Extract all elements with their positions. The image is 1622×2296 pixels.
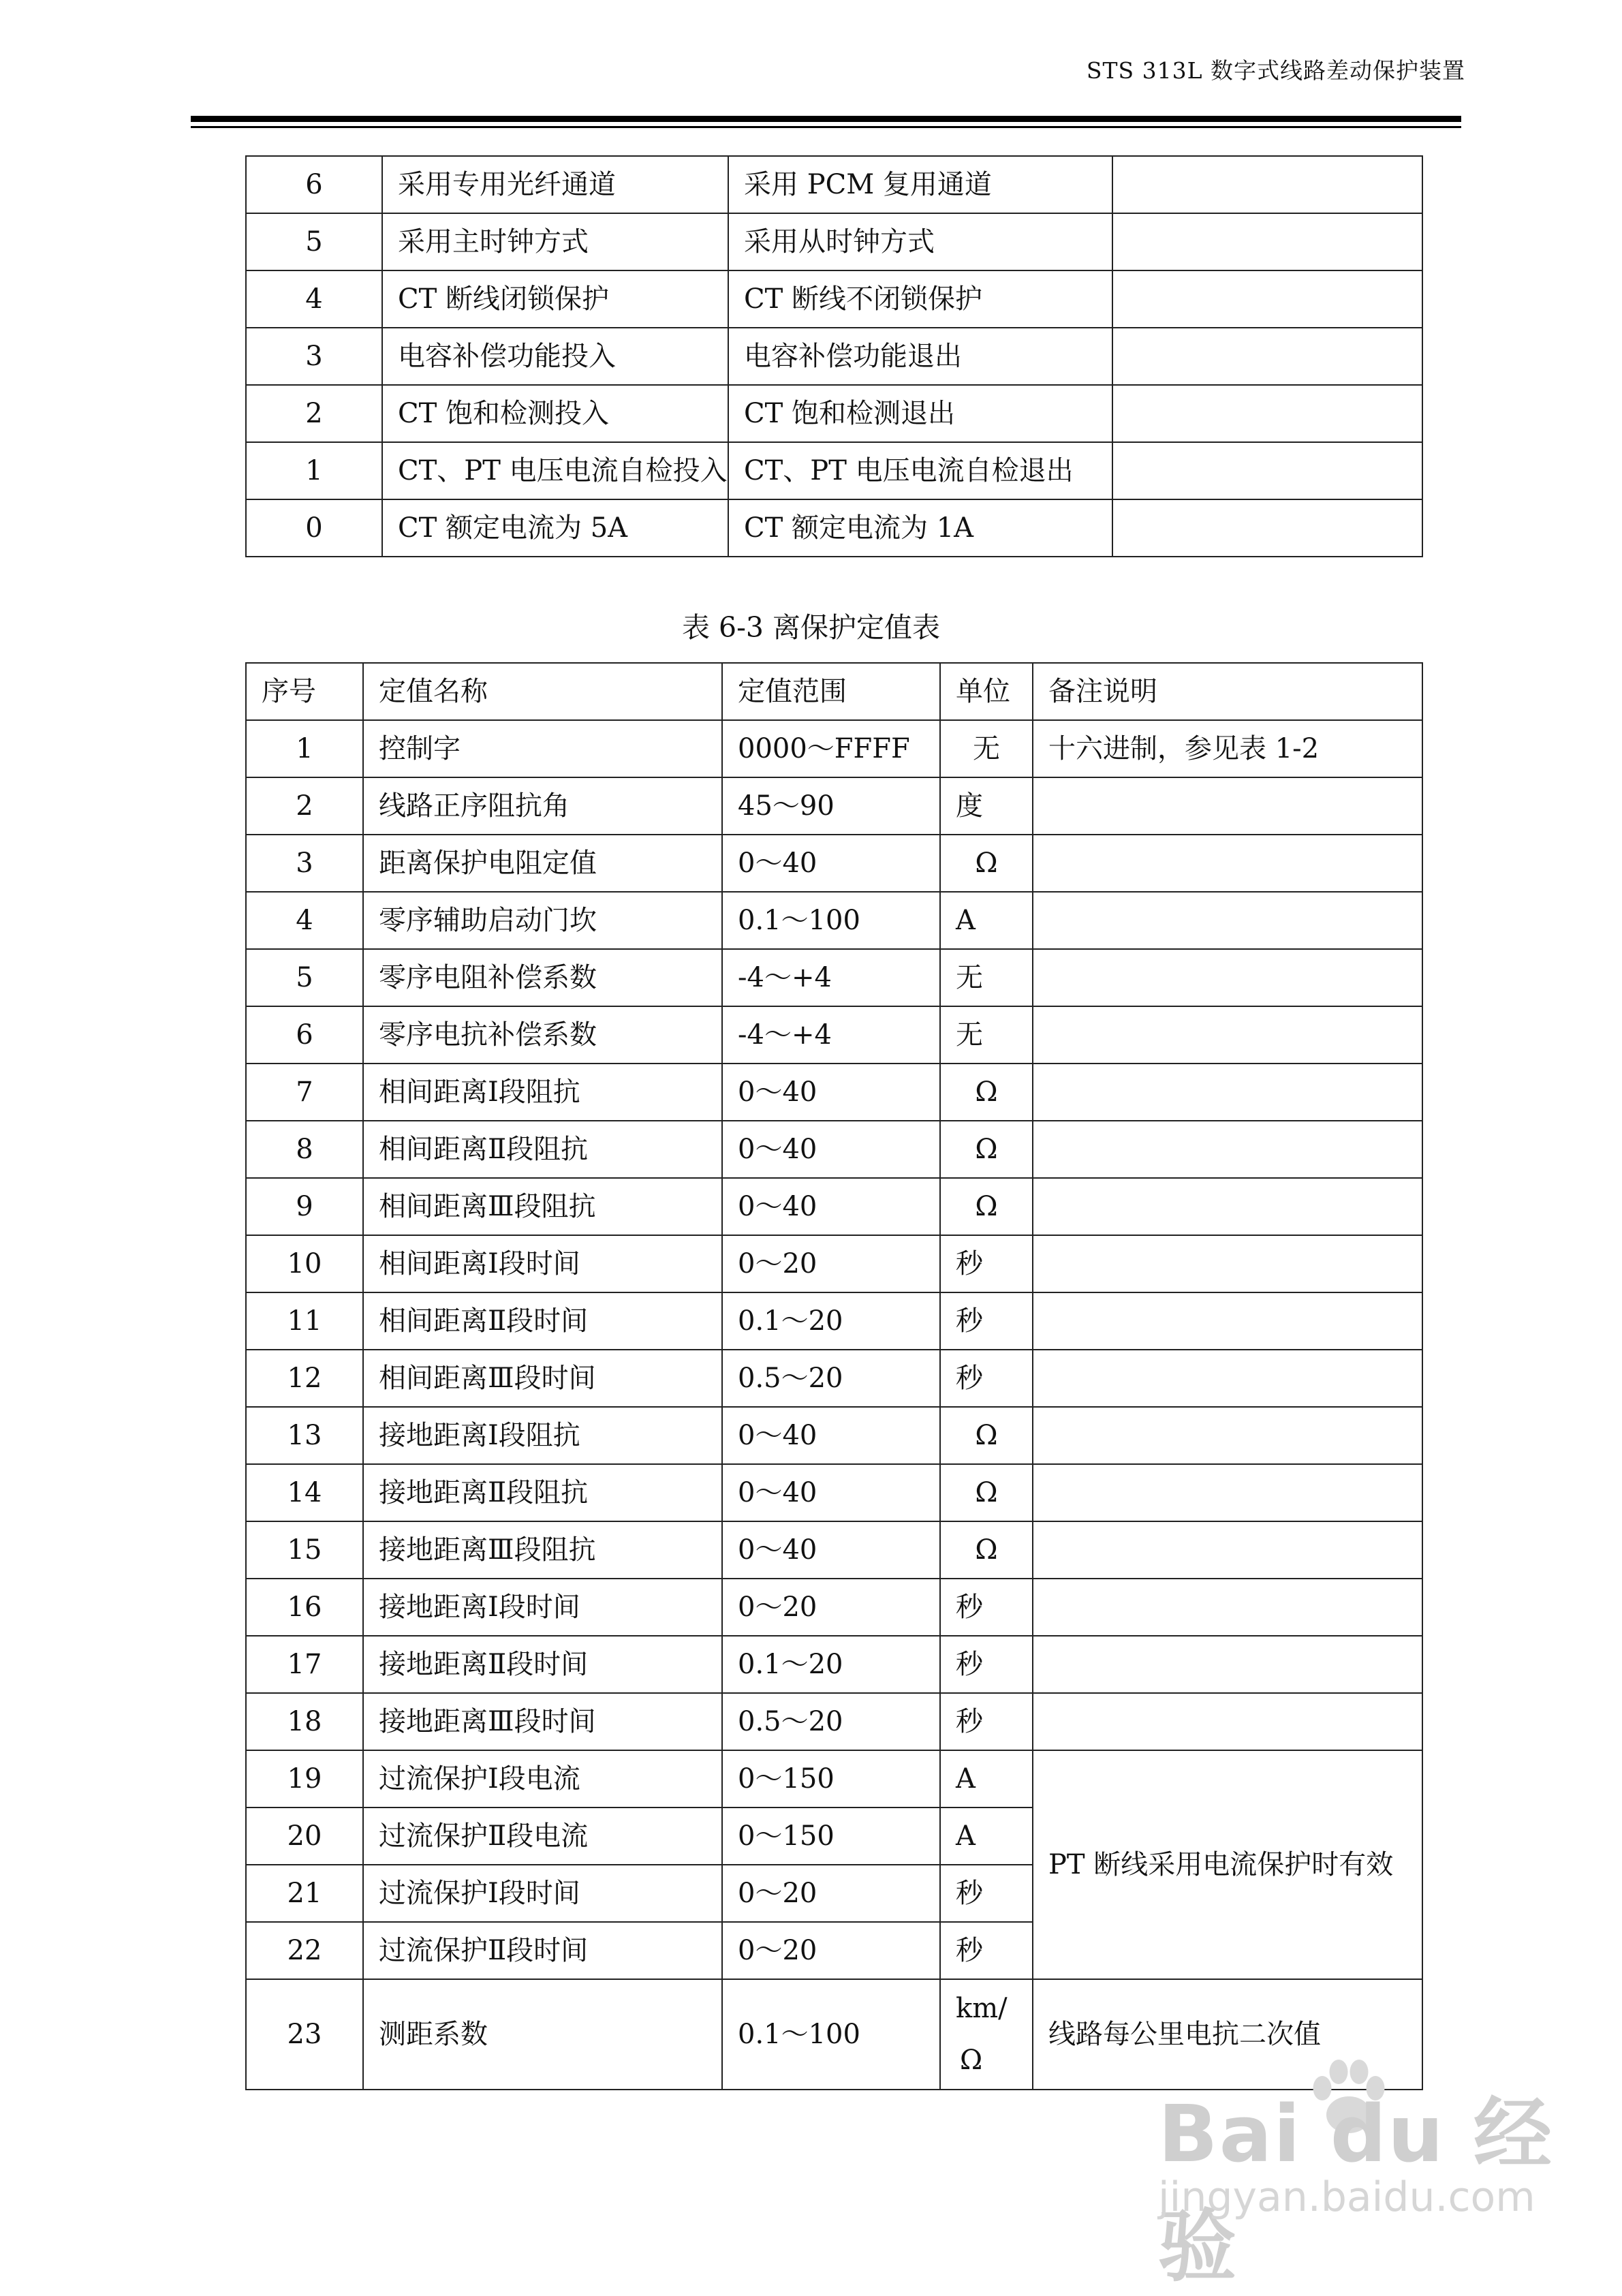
unit-cell: 无: [940, 1006, 1033, 1064]
no-cell: 17: [246, 1636, 363, 1693]
no-cell: 22: [246, 1922, 363, 1979]
header-no: 序号: [246, 663, 363, 720]
unit-line1: km/: [956, 1993, 1008, 2024]
unit-cell: 无: [940, 720, 1033, 777]
no-cell: 1: [246, 720, 363, 777]
header-unit: 单位: [940, 663, 1033, 720]
range-cell: 0～20: [722, 1865, 940, 1922]
header-rule-thick: [191, 116, 1461, 122]
note-cell: [1033, 1006, 1422, 1064]
range-cell: 0～40: [722, 1064, 940, 1121]
unit-cell: A: [940, 1750, 1033, 1808]
name-cell: 过流保护Ⅱ段电流: [363, 1808, 722, 1865]
note-cell: [1033, 1292, 1422, 1350]
table-row: [246, 213, 1422, 270]
no-cell: 3: [246, 835, 363, 892]
unit-cell: Ω: [940, 1464, 1033, 1521]
bit-cell: 4: [246, 270, 382, 328]
table-row: [246, 1750, 1422, 1808]
name-cell: 零序电阻补偿系数: [363, 949, 722, 1006]
range-cell: 0.1～100: [722, 892, 940, 949]
range-cell: 0～40: [722, 1178, 940, 1235]
name-cell: 接地距离Ⅰ段阻抗: [363, 1407, 722, 1464]
range-cell: 0～20: [722, 1235, 940, 1292]
name-cell: 相间距离Ⅲ段阻抗: [363, 1178, 722, 1235]
no-cell: 19: [246, 1750, 363, 1808]
name-cell: 相间距离Ⅱ段阻抗: [363, 1121, 722, 1178]
no-cell: 6: [246, 1006, 363, 1064]
range-cell: 0～40: [722, 1407, 940, 1464]
clear-meaning-cell: CT 额定电流为 1A: [728, 499, 1112, 557]
set-meaning-cell: 电容补偿功能投入: [382, 328, 728, 385]
note-cell: [1033, 1693, 1422, 1750]
table-row: [246, 1464, 1422, 1521]
name-cell: 线路正序阻抗角: [363, 777, 722, 835]
unit-cell: 秒: [940, 1350, 1033, 1407]
unit-cell: 秒: [940, 1693, 1033, 1750]
set-meaning-cell: 采用主时钟方式: [382, 213, 728, 270]
range-cell: 0.5～20: [722, 1350, 940, 1407]
range-cell: 0～20: [722, 1922, 940, 1979]
table-row: [246, 1006, 1422, 1064]
set-meaning-cell: CT、PT 电压电流自检投入: [382, 442, 728, 499]
note-cell: [1112, 156, 1422, 213]
range-cell: 0～40: [722, 1121, 940, 1178]
watermark-brand: Bai du 经验: [1158, 2089, 1553, 2293]
name-cell: 过流保护Ⅰ段电流: [363, 1750, 722, 1808]
document-title: STS 313L 数字式线路差动保护装置: [1086, 57, 1465, 84]
name-cell: 接地距离Ⅰ段时间: [363, 1579, 722, 1636]
no-cell: 10: [246, 1235, 363, 1292]
no-cell: 12: [246, 1350, 363, 1407]
range-cell: 0～40: [722, 835, 940, 892]
name-cell: 相间距离Ⅱ段时间: [363, 1292, 722, 1350]
bit-cell: 3: [246, 328, 382, 385]
name-cell: 相间距离Ⅰ段时间: [363, 1235, 722, 1292]
note-cell: [1033, 1464, 1422, 1521]
range-cell: 0～150: [722, 1808, 940, 1865]
note-cell: [1033, 777, 1422, 835]
set-meaning-cell: CT 额定电流为 5A: [382, 499, 728, 557]
note-cell: [1033, 1636, 1422, 1693]
table-row: [246, 949, 1422, 1006]
unit-cell: Ω: [940, 835, 1033, 892]
table-row: [246, 1407, 1422, 1464]
no-cell: 11: [246, 1292, 363, 1350]
unit-cell: 秒: [940, 1579, 1033, 1636]
table-row: [246, 1579, 1422, 1636]
range-cell: 0.1～20: [722, 1292, 940, 1350]
table-row: [246, 1350, 1422, 1407]
note-cell: [1033, 892, 1422, 949]
name-cell: 控制字: [363, 720, 722, 777]
unit-line2: Ω: [960, 2045, 983, 2076]
unit-cell: 秒: [940, 1922, 1033, 1979]
clear-meaning-cell: 采用 PCM 复用通道: [728, 156, 1112, 213]
note-cell: 线路每公里电抗二次值: [1033, 1979, 1422, 2090]
unit-cell: Ω: [940, 1064, 1033, 1121]
header-note: 备注说明: [1033, 663, 1422, 720]
no-cell: 5: [246, 949, 363, 1006]
unit-cell: A: [940, 1808, 1033, 1865]
table-row: [246, 720, 1422, 777]
settings-table: [245, 662, 1423, 2090]
note-cell: [1033, 1350, 1422, 1407]
unit-cell: A: [940, 892, 1033, 949]
name-cell: 过流保护Ⅰ段时间: [363, 1865, 722, 1922]
no-cell: 14: [246, 1464, 363, 1521]
note-cell: [1033, 1521, 1422, 1579]
name-cell: 零序电抗补偿系数: [363, 1006, 722, 1064]
unit-cell: 度: [940, 777, 1033, 835]
range-cell: 0～40: [722, 1521, 940, 1579]
no-cell: 23: [246, 1979, 363, 2090]
table-row: [246, 1064, 1422, 1121]
unit-cell: 秒: [940, 1235, 1033, 1292]
bit-cell: 0: [246, 499, 382, 557]
clear-meaning-cell: CT 饱和检测退出: [728, 385, 1112, 442]
header-name: 定值名称: [363, 663, 722, 720]
bit-cell: 2: [246, 385, 382, 442]
unit-cell: Ω: [940, 1121, 1033, 1178]
note-cell: [1112, 270, 1422, 328]
name-cell: 相间距离Ⅰ段阻抗: [363, 1064, 722, 1121]
name-cell: 距离保护电阻定值: [363, 835, 722, 892]
name-cell: 零序辅助启动门坎: [363, 892, 722, 949]
range-cell: -4～+4: [722, 949, 940, 1006]
table-row: [246, 442, 1422, 499]
name-cell: 接地距离Ⅱ段时间: [363, 1636, 722, 1693]
no-cell: 16: [246, 1579, 363, 1636]
table-row: [246, 1178, 1422, 1235]
note-cell: [1112, 213, 1422, 270]
table-row: [246, 270, 1422, 328]
clear-meaning-cell: 采用从时钟方式: [728, 213, 1112, 270]
name-cell: 接地距离Ⅲ段阻抗: [363, 1521, 722, 1579]
table-header-row: [246, 663, 1422, 720]
no-cell: 21: [246, 1865, 363, 1922]
clear-meaning-cell: 电容补偿功能退出: [728, 328, 1112, 385]
name-cell: 相间距离Ⅲ段时间: [363, 1350, 722, 1407]
note-cell: [1033, 1121, 1422, 1178]
note-cell: [1112, 499, 1422, 557]
note-cell: [1112, 385, 1422, 442]
table-row: [246, 1292, 1422, 1350]
note-cell: [1033, 1064, 1422, 1121]
range-cell: 0000～FFFF: [722, 720, 940, 777]
note-cell: [1033, 1235, 1422, 1292]
table-row: [246, 1121, 1422, 1178]
no-cell: 7: [246, 1064, 363, 1121]
name-cell: 接地距离Ⅲ段时间: [363, 1693, 722, 1750]
range-cell: 0.1～100: [722, 1979, 940, 2090]
clear-meaning-cell: CT、PT 电压电流自检退出: [728, 442, 1112, 499]
table-row: [246, 1521, 1422, 1579]
unit-cell: Ω: [940, 1521, 1033, 1579]
note-cell: 十六进制，参见表 1-2: [1033, 720, 1422, 777]
no-cell: 9: [246, 1178, 363, 1235]
merged-note-cell: PT 断线采用电流保护时有效: [1033, 1750, 1422, 1979]
note-cell: [1033, 1407, 1422, 1464]
table-caption: 表 6-3 离保护定值表: [681, 611, 941, 644]
unit-cell: Ω: [940, 1407, 1033, 1464]
set-meaning-cell: CT 断线闭锁保护: [382, 270, 728, 328]
bit-cell: 6: [246, 156, 382, 213]
bit-cell: 1: [246, 442, 382, 499]
unit-cell: 秒: [940, 1292, 1033, 1350]
range-cell: 0～20: [722, 1579, 940, 1636]
set-meaning-cell: 采用专用光纤通道: [382, 156, 728, 213]
table-row: [246, 1235, 1422, 1292]
note-cell: [1033, 949, 1422, 1006]
no-cell: 20: [246, 1808, 363, 1865]
table-row: [246, 385, 1422, 442]
unit-cell: 秒: [940, 1636, 1033, 1693]
no-cell: 8: [246, 1121, 363, 1178]
unit-cell: [940, 1979, 1033, 2090]
range-cell: 0.5～20: [722, 1693, 940, 1750]
unit-cell: 无: [940, 949, 1033, 1006]
no-cell: 18: [246, 1693, 363, 1750]
table-row: [246, 835, 1422, 892]
name-cell: 接地距离Ⅱ段阻抗: [363, 1464, 722, 1521]
clear-meaning-cell: CT 断线不闭锁保护: [728, 270, 1112, 328]
watermark-url: jingyan.baidu.com: [1158, 2173, 1535, 2221]
note-cell: [1112, 442, 1422, 499]
name-cell: 测距系数: [363, 1979, 722, 2090]
table-row: [246, 328, 1422, 385]
note-cell: [1033, 835, 1422, 892]
name-cell: 过流保护Ⅱ段时间: [363, 1922, 722, 1979]
table-row: [246, 777, 1422, 835]
table-row: [246, 156, 1422, 213]
table-row: [246, 892, 1422, 949]
note-cell: [1112, 328, 1422, 385]
note-cell: [1033, 1579, 1422, 1636]
header-range: 定值范围: [722, 663, 940, 720]
table-row: [246, 1693, 1422, 1750]
header-rule-thin: [191, 126, 1461, 128]
unit-cell: 秒: [940, 1865, 1033, 1922]
range-cell: 0.1～20: [722, 1636, 940, 1693]
range-cell: 45～90: [722, 777, 940, 835]
bit-cell: 5: [246, 213, 382, 270]
no-cell: 13: [246, 1407, 363, 1464]
note-cell: [1033, 1178, 1422, 1235]
range-cell: 0～150: [722, 1750, 940, 1808]
unit-cell: Ω: [940, 1178, 1033, 1235]
no-cell: 4: [246, 892, 363, 949]
set-meaning-cell: CT 饱和检测投入: [382, 385, 728, 442]
range-cell: -4～+4: [722, 1006, 940, 1064]
no-cell: 2: [246, 777, 363, 835]
range-cell: 0～40: [722, 1464, 940, 1521]
table-row: [246, 1636, 1422, 1693]
no-cell: 15: [246, 1521, 363, 1579]
control-word-table: [245, 155, 1423, 557]
table-row: [246, 499, 1422, 557]
